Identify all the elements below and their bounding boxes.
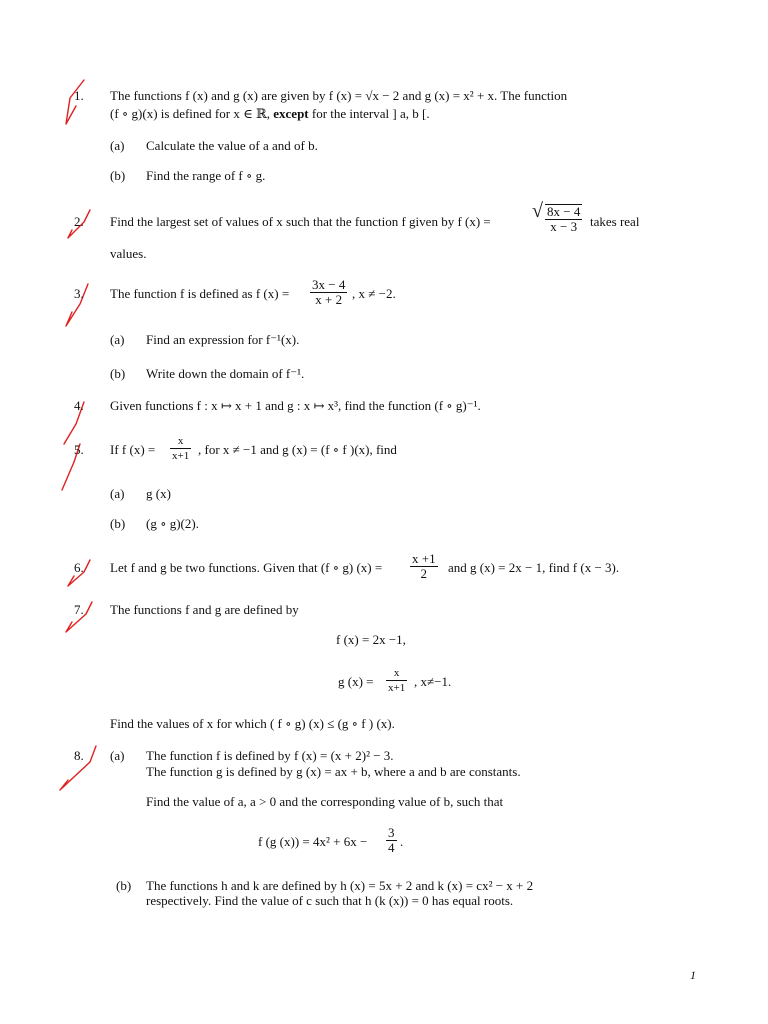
q6-tail: and g (x) = 2x − 1, find f (x − 3). xyxy=(448,560,620,575)
question-number: 6. xyxy=(74,560,84,575)
q1-line2 xyxy=(110,106,430,122)
question-number: 2. xyxy=(74,214,84,229)
q2-frac-num: 8x − 4 xyxy=(546,204,581,219)
q2-frac-den: x − 3 xyxy=(545,219,582,234)
question-number: 1. xyxy=(74,88,84,103)
q1-except: except xyxy=(273,106,309,121)
q7-g-frac-num: x xyxy=(393,667,400,679)
q1-b-label: (b) xyxy=(110,168,126,183)
q3-a-label: (a) xyxy=(110,332,125,347)
q6-fraction xyxy=(408,552,440,581)
q8-a-line1: The function f is defined by f (x) = (x + 2)² − 3. xyxy=(146,748,394,763)
q8-b-label: (b) xyxy=(116,878,132,893)
question-number: 5. xyxy=(74,442,84,457)
q8-a-eq-tail: . xyxy=(400,834,404,849)
q5-a-text: g (x) xyxy=(146,486,171,501)
q3-b-text: Write down the domain of f⁻¹. xyxy=(146,366,305,381)
q4-text: Given functions f : x ↦ x + 1 and g : x ↦ x³, find the function (f ∘ g)⁻¹. xyxy=(110,398,481,413)
q3-tail: , x ≠ −2. xyxy=(352,286,396,301)
q1-line1: The functions f (x) and g (x) are given by f (x) = √x − 2 and g (x) = x² + x. The function xyxy=(110,88,568,103)
q1-a-text: Calculate the value of a and of b. xyxy=(146,138,318,153)
q3-fraction xyxy=(308,278,349,307)
q3-frac-den: x + 2 xyxy=(310,292,347,307)
question-number: 8. xyxy=(74,748,84,763)
q7-g-tail: , x≠−1. xyxy=(414,674,452,689)
question-number: 3. xyxy=(74,286,84,301)
q2-line2: values. xyxy=(110,246,147,261)
page-number: 1 xyxy=(690,968,696,982)
q7-g-frac-den: x+1 xyxy=(388,682,406,694)
q7-g-fraction xyxy=(384,666,409,695)
q5-fraction xyxy=(168,434,193,463)
q6-lead: Let f and g be two functions. Given that (f ∘ g) (x) = xyxy=(110,560,383,575)
q2-line1-end: takes real xyxy=(590,214,640,229)
q5-b-label: (b) xyxy=(110,516,126,531)
q1-line2-start: (f ∘ g)(x) is defined for x ∈ ℝ, xyxy=(110,106,271,121)
q8-a-line3: Find the value of a, a > 0 and the corresponding value of b, such that xyxy=(146,794,504,809)
q5-a-label: (a) xyxy=(110,486,125,501)
q5-frac-den: x+1 xyxy=(172,450,190,462)
q8-b-line1: The functions h and k are defined by h (x) = 5x + 2 and k (x) = cx² − x + 2 xyxy=(146,878,534,893)
q8-a-line2: The function g is defined by g (x) = ax + b, where a and b are constants. xyxy=(146,764,521,779)
q8-eq-frac-den: 4 xyxy=(388,840,395,855)
q5-lead: If f (x) = xyxy=(110,442,156,457)
q8-a-eq-lead: f (g (x)) = 4x² + 6x − xyxy=(258,834,368,849)
q2-fraction: √ $\frac{8x - 4}{x - 3}$ xyxy=(532,200,581,234)
q5-tail: , for x ≠ −1 and g (x) = (f ∘ f )(x), find xyxy=(198,442,397,457)
q1-line2-end: for the interval ] a, b [. xyxy=(311,106,430,121)
q5-b-text: (g ∘ g)(2). xyxy=(146,516,199,531)
q1-b-text: Find the range of f ∘ g. xyxy=(146,168,266,183)
q7-f-def: f (x) = 2x −1, xyxy=(336,632,406,647)
q3-lead: The function f is defined as f (x) = xyxy=(110,286,290,301)
q8-b-line2: respectively. Find the value of c such that h (k (x)) = 0 has equal roots. xyxy=(146,893,514,908)
q6-frac-den: 2 xyxy=(410,566,438,581)
q6-frac-num: x +1 xyxy=(412,551,436,566)
q8-eq-frac-num: 3 xyxy=(388,825,395,840)
q1-a-label: (a) xyxy=(110,138,125,153)
q2-line1: Find the largest set of values of x such that the function f given by f (x) = xyxy=(110,214,491,229)
q7-g-lead: g (x) = xyxy=(338,674,374,689)
q5-frac-num: x xyxy=(177,435,184,447)
q8-a-label: (a) xyxy=(110,748,125,763)
q7-intro: The functions f and g are defined by xyxy=(110,602,299,617)
q3-a-text: Find an expression for f⁻¹(x). xyxy=(146,332,300,347)
q8-a-eq-fraction xyxy=(384,826,399,855)
q3-b-label: (b) xyxy=(110,366,126,381)
question-number: 4. xyxy=(74,398,84,413)
question-number: 7. xyxy=(74,602,84,617)
q7-ask: Find the values of x for which ( f ∘ g) (x) ≤ (g ∘ f ) (x). xyxy=(110,716,395,731)
q3-frac-num: 3x − 4 xyxy=(312,277,346,292)
